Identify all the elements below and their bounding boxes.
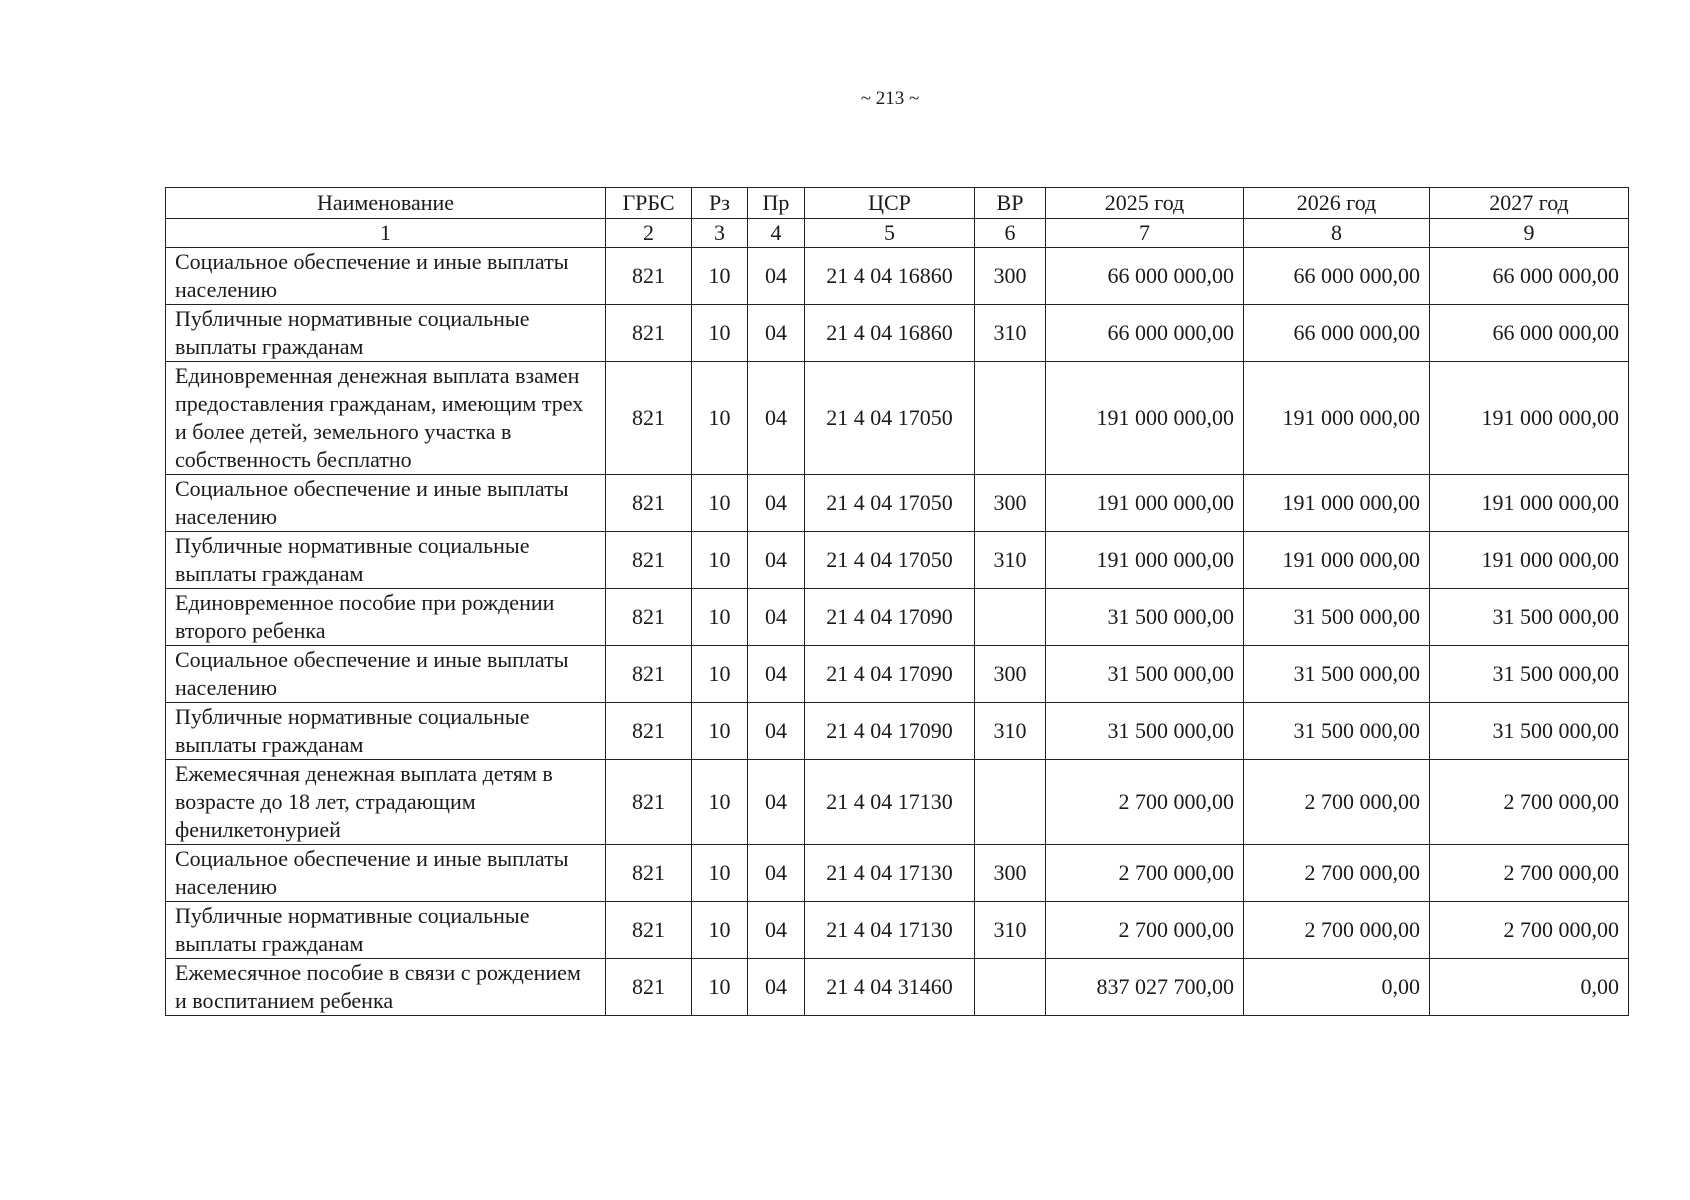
col-number: 4 — [748, 219, 805, 248]
cell-grbs: 821 — [606, 703, 692, 760]
cell-csr: 21 4 04 31460 — [805, 959, 975, 1016]
cell-2027: 191 000 000,00 — [1430, 475, 1629, 532]
cell-2026: 191 000 000,00 — [1244, 475, 1430, 532]
cell-2026: 31 500 000,00 — [1244, 646, 1430, 703]
page-number: ~ 213 ~ — [860, 88, 920, 109]
col-header-vr: ВР — [975, 188, 1046, 219]
cell-vr: 310 — [975, 305, 1046, 362]
cell-2025: 31 500 000,00 — [1046, 703, 1244, 760]
cell-grbs: 821 — [606, 959, 692, 1016]
cell-2026: 0,00 — [1244, 959, 1430, 1016]
cell-csr: 21 4 04 17050 — [805, 532, 975, 589]
cell-2025: 191 000 000,00 — [1046, 475, 1244, 532]
cell-vr — [975, 362, 1046, 475]
cell-vr: 300 — [975, 646, 1046, 703]
cell-pr: 04 — [748, 475, 805, 532]
cell-name: Публичные нормативные социальные выплаты гражданам — [166, 703, 606, 760]
cell-2027: 0,00 — [1430, 959, 1629, 1016]
cell-2026: 191 000 000,00 — [1244, 362, 1430, 475]
col-header-2026: 2026 год — [1244, 188, 1430, 219]
cell-grbs: 821 — [606, 902, 692, 959]
cell-2025: 191 000 000,00 — [1046, 362, 1244, 475]
cell-rz: 10 — [692, 760, 748, 845]
cell-2027: 191 000 000,00 — [1430, 362, 1629, 475]
cell-name: Ежемесячная денежная выплата детям в возрасте до 18 лет, страдающим фенилкетонурией — [166, 760, 606, 845]
cell-grbs: 821 — [606, 589, 692, 646]
cell-2026: 66 000 000,00 — [1244, 248, 1430, 305]
cell-2026: 31 500 000,00 — [1244, 589, 1430, 646]
cell-pr: 04 — [748, 959, 805, 1016]
cell-name: Социальное обеспечение и иные выплаты населению — [166, 248, 606, 305]
table-row — [166, 362, 1629, 475]
cell-2025: 31 500 000,00 — [1046, 589, 1244, 646]
table-row — [166, 902, 1629, 959]
header-row — [166, 188, 1629, 219]
col-header-grbs: ГРБС — [606, 188, 692, 219]
col-number: 3 — [692, 219, 748, 248]
cell-2027: 31 500 000,00 — [1430, 703, 1629, 760]
cell-2027: 31 500 000,00 — [1430, 589, 1629, 646]
cell-rz: 10 — [692, 959, 748, 1016]
cell-csr: 21 4 04 17090 — [805, 703, 975, 760]
cell-2025: 66 000 000,00 — [1046, 305, 1244, 362]
cell-rz: 10 — [692, 305, 748, 362]
cell-2027: 66 000 000,00 — [1430, 248, 1629, 305]
cell-2027: 191 000 000,00 — [1430, 532, 1629, 589]
cell-vr: 300 — [975, 475, 1046, 532]
cell-pr: 04 — [748, 589, 805, 646]
cell-vr — [975, 760, 1046, 845]
cell-name: Социальное обеспечение и иные выплаты населению — [166, 845, 606, 902]
cell-2027: 2 700 000,00 — [1430, 902, 1629, 959]
cell-2027: 2 700 000,00 — [1430, 845, 1629, 902]
cell-pr: 04 — [748, 703, 805, 760]
table-row — [166, 959, 1629, 1016]
cell-rz: 10 — [692, 589, 748, 646]
cell-2027: 2 700 000,00 — [1430, 760, 1629, 845]
cell-2025: 31 500 000,00 — [1046, 646, 1244, 703]
cell-2026: 2 700 000,00 — [1244, 760, 1430, 845]
cell-rz: 10 — [692, 532, 748, 589]
cell-vr: 300 — [975, 845, 1046, 902]
cell-name: Публичные нормативные социальные выплаты гражданам — [166, 532, 606, 589]
cell-csr: 21 4 04 17130 — [805, 902, 975, 959]
cell-vr: 310 — [975, 532, 1046, 589]
cell-grbs: 821 — [606, 532, 692, 589]
cell-2027: 31 500 000,00 — [1430, 646, 1629, 703]
cell-pr: 04 — [748, 362, 805, 475]
cell-pr: 04 — [748, 305, 805, 362]
col-number: 5 — [805, 219, 975, 248]
cell-name: Единовременная денежная выплата взамен предоставления гражданам, имеющим трех и более детей, земельного участка в собственность бесплатно — [166, 362, 606, 475]
cell-rz: 10 — [692, 362, 748, 475]
cell-pr: 04 — [748, 646, 805, 703]
cell-2026: 31 500 000,00 — [1244, 703, 1430, 760]
cell-grbs: 821 — [606, 845, 692, 902]
cell-grbs: 821 — [606, 760, 692, 845]
cell-csr: 21 4 04 17090 — [805, 646, 975, 703]
col-header-2025: 2025 год — [1046, 188, 1244, 219]
cell-rz: 10 — [692, 845, 748, 902]
col-header-2027: 2027 год — [1430, 188, 1629, 219]
col-number: 2 — [606, 219, 692, 248]
cell-name: Социальное обеспечение и иные выплаты населению — [166, 475, 606, 532]
column-number-row — [166, 219, 1629, 248]
cell-2025: 191 000 000,00 — [1046, 532, 1244, 589]
col-number: 8 — [1244, 219, 1430, 248]
table-row — [166, 305, 1629, 362]
budget-table — [165, 187, 1629, 1016]
col-number: 1 — [166, 219, 606, 248]
cell-pr: 04 — [748, 902, 805, 959]
cell-name: Единовременное пособие при рождении второго ребенка — [166, 589, 606, 646]
col-number: 7 — [1046, 219, 1244, 248]
cell-rz: 10 — [692, 902, 748, 959]
cell-2025: 837 027 700,00 — [1046, 959, 1244, 1016]
cell-name: Ежемесячное пособие в связи с рождением и воспитанием ребенка — [166, 959, 606, 1016]
cell-name: Публичные нормативные социальные выплаты гражданам — [166, 305, 606, 362]
cell-2025: 2 700 000,00 — [1046, 760, 1244, 845]
cell-rz: 10 — [692, 475, 748, 532]
col-header-pr: Пр — [748, 188, 805, 219]
cell-rz: 10 — [692, 646, 748, 703]
table-row — [166, 475, 1629, 532]
cell-pr: 04 — [748, 532, 805, 589]
cell-2025: 66 000 000,00 — [1046, 248, 1244, 305]
col-header-rz: Рз — [692, 188, 748, 219]
cell-2025: 2 700 000,00 — [1046, 845, 1244, 902]
cell-grbs: 821 — [606, 305, 692, 362]
cell-csr: 21 4 04 17090 — [805, 589, 975, 646]
table-row — [166, 703, 1629, 760]
cell-pr: 04 — [748, 760, 805, 845]
cell-name: Публичные нормативные социальные выплаты гражданам — [166, 902, 606, 959]
cell-csr: 21 4 04 17130 — [805, 760, 975, 845]
cell-pr: 04 — [748, 845, 805, 902]
table-row — [166, 646, 1629, 703]
cell-2025: 2 700 000,00 — [1046, 902, 1244, 959]
table-row — [166, 532, 1629, 589]
cell-2027: 66 000 000,00 — [1430, 305, 1629, 362]
cell-vr — [975, 589, 1046, 646]
cell-csr: 21 4 04 16860 — [805, 305, 975, 362]
cell-name: Социальное обеспечение и иные выплаты населению — [166, 646, 606, 703]
cell-grbs: 821 — [606, 248, 692, 305]
cell-csr: 21 4 04 17130 — [805, 845, 975, 902]
cell-grbs: 821 — [606, 475, 692, 532]
cell-2026: 2 700 000,00 — [1244, 845, 1430, 902]
cell-rz: 10 — [692, 248, 748, 305]
cell-2026: 66 000 000,00 — [1244, 305, 1430, 362]
col-header-csr: ЦСР — [805, 188, 975, 219]
cell-vr — [975, 959, 1046, 1016]
cell-2026: 191 000 000,00 — [1244, 532, 1430, 589]
col-number: 9 — [1430, 219, 1629, 248]
cell-vr: 310 — [975, 703, 1046, 760]
cell-pr: 04 — [748, 248, 805, 305]
table-row — [166, 589, 1629, 646]
cell-grbs: 821 — [606, 362, 692, 475]
cell-csr: 21 4 04 17050 — [805, 362, 975, 475]
cell-csr: 21 4 04 16860 — [805, 248, 975, 305]
cell-2026: 2 700 000,00 — [1244, 902, 1430, 959]
col-header-name: Наименование — [166, 188, 606, 219]
table-row — [166, 760, 1629, 845]
col-number: 6 — [975, 219, 1046, 248]
cell-rz: 10 — [692, 703, 748, 760]
cell-grbs: 821 — [606, 646, 692, 703]
cell-csr: 21 4 04 17050 — [805, 475, 975, 532]
cell-vr: 300 — [975, 248, 1046, 305]
cell-vr: 310 — [975, 902, 1046, 959]
table-row — [166, 845, 1629, 902]
table-row — [166, 248, 1629, 305]
